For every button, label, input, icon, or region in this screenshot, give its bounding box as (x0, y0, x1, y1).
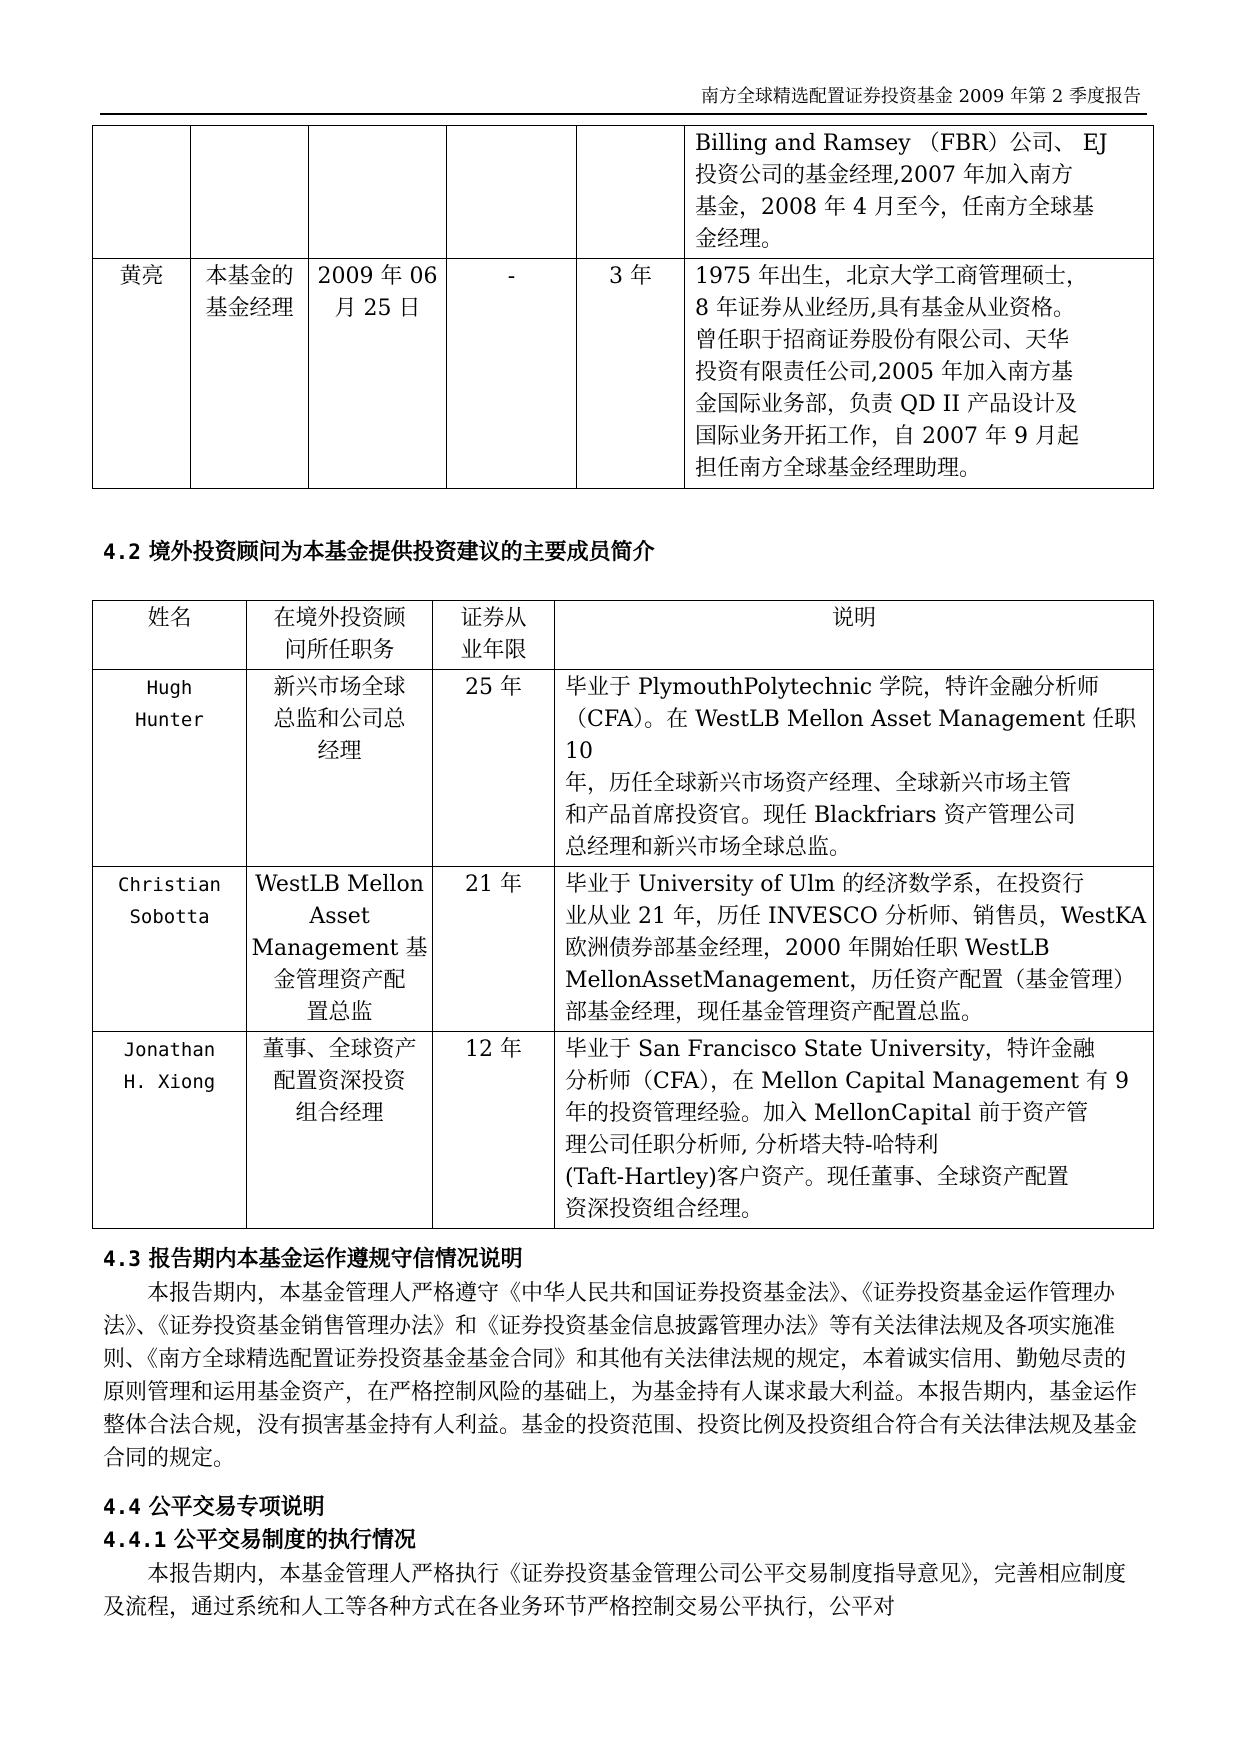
manager-years: 3 年 (577, 259, 685, 489)
header-name: 姓名 (93, 601, 247, 670)
advisor-position: WestLB Mellon Asset Management 基 金管理资产配 置总监 (247, 867, 433, 1032)
section-4-3-heading (103, 1244, 523, 1274)
advisor-name: Jonathan H. Xiong (93, 1032, 247, 1229)
table-header-row (93, 601, 1154, 670)
section-4-2-heading (103, 537, 655, 567)
advisor-description: 毕业于 University of Ulm 的经济数学系，在投资行 业从业 21 年，历任 INVESCO 分析师、销售员，WestKA 欧洲债券部基金经理，2000 年開始任职 WestLB MellonAssetManagement，历任资产配置（基金管理） 部基金经理，现任基金管理资产配置总监。 (555, 867, 1154, 1032)
section-title: 公平交易制度的执行情况 (173, 1527, 416, 1553)
section-4-4-heading (103, 1492, 325, 1522)
section-title: 境外投资顾问为本基金提供投资建议的主要成员简介 (148, 539, 655, 565)
advisor-table (92, 600, 1154, 1229)
table-row (93, 867, 1154, 1032)
section-title: 公平交易专项说明 (148, 1494, 325, 1520)
advisor-description: 毕业于 San Francisco State University，特许金融 分析师（CFA），在 Mellon Capital Management 有 9 年的投资管理经验。加入 MellonCapital 前于资产管 理公司任职分析师, 分析塔夫特-哈特利 (Taft-Hartley)客户资产。现任董事、全球资产配置 资深投资组合经理。 (555, 1032, 1154, 1229)
manager-start-date: 2009 年 06 月 25 日 (309, 259, 447, 489)
manager-end-date (447, 126, 577, 259)
manager-position: 本基金的 基金经理 (191, 259, 309, 489)
section-number: 4.2 (103, 540, 141, 564)
section-4-4-1-body: 本报告期内，本基金管理人严格执行《证券投资基金管理公司公平交易制度指导意见》，完善相应制度及流程，通过系统和人工等各种方式在各业务环节严格控制交易公平执行，公平对 (103, 1562, 1127, 1620)
advisor-position: 董事、全球资产 配置资深投资 组合经理 (247, 1032, 433, 1229)
advisor-years: 12 年 (433, 1032, 555, 1229)
section-4-3-body: 本报告期内，本基金管理人严格遵守《中华人民共和国证券投资基金法》、《证券投资基金运作管理办法》、《证券投资基金销售管理办法》和《证券投资基金信息披露管理办法》等有关法律法规及各项实施准则、《南方全球精选配置证券投资基金基金合同》和其他有关法律法规的规定，本着诚实信用、勤勉尽责的原则管理和运用基金资产，在严格控制风险的基础上，为基金持有人谋求最大利益。本报告期内，基金运作整体合法合规，没有损害基金持有人利益。基金的投资范围、投资比例及投资组合符合有关法律法规及基金合同的规定。 (103, 1281, 1138, 1471)
section-number: 4.4.1 (103, 1528, 167, 1552)
advisor-years: 21 年 (433, 867, 555, 1032)
header-years: 证券从 业年限 (433, 601, 555, 670)
manager-name (93, 126, 191, 259)
manager-description: Billing and Ramsey （FBR）公司、 EJ 投资公司的基金经理,2007 年加入南方 基金，2008 年 4 月至今，任南方全球基 金经理。 (685, 126, 1154, 259)
manager-start-date (309, 126, 447, 259)
advisor-name: Christian Sobotta (93, 867, 247, 1032)
manager-name: 黄亮 (93, 259, 191, 489)
manager-description: 1975 年出生，北京大学工商管理硕士， 8 年证券从业经历,具有基金从业资格。 曾任职于招商证券股份有限公司、天华 投资有限责任公司,2005 年加入南方基 金国际业务部，负责 QD II 产品设计及 国际业务开拓工作，自 2007 年 9 月起 担任南方全球基金经理助理。 (685, 259, 1154, 489)
section-number: 4.4 (103, 1495, 141, 1519)
header-divider (100, 113, 1147, 115)
manager-position (191, 126, 309, 259)
header-position: 在境外投资顾 问所任职务 (247, 601, 433, 670)
table-row (93, 1032, 1154, 1229)
table-row (93, 670, 1154, 867)
advisor-description: 毕业于 PlymouthPolytechnic 学院，特许金融分析师 （CFA）。在 WestLB Mellon Asset Management 任职 10 年，历任全球新兴市场资产经理、全球新兴市场主管 和产品首席投资官。现任 Blackfriars 资产管理公司 总经理和新兴市场全球总监。 (555, 670, 1154, 867)
section-title: 报告期内本基金运作遵规守信情况说明 (148, 1246, 523, 1272)
section-number: 4.3 (103, 1247, 141, 1271)
advisor-position: 新兴市场全球 总监和公司总 经理 (247, 670, 433, 867)
advisor-years: 25 年 (433, 670, 555, 867)
fund-manager-table (92, 125, 1154, 489)
section-4-4-1-heading (103, 1525, 416, 1555)
advisor-name: Hugh Hunter (93, 670, 247, 867)
table-row (93, 126, 1154, 259)
manager-years (577, 126, 685, 259)
manager-end-date: - (447, 259, 577, 489)
table-row (93, 259, 1154, 489)
page-header-title: 南方全球精选配置证券投资基金 2009 年第 2 季度报告 (700, 86, 1141, 107)
header-description: 说明 (555, 601, 1154, 670)
